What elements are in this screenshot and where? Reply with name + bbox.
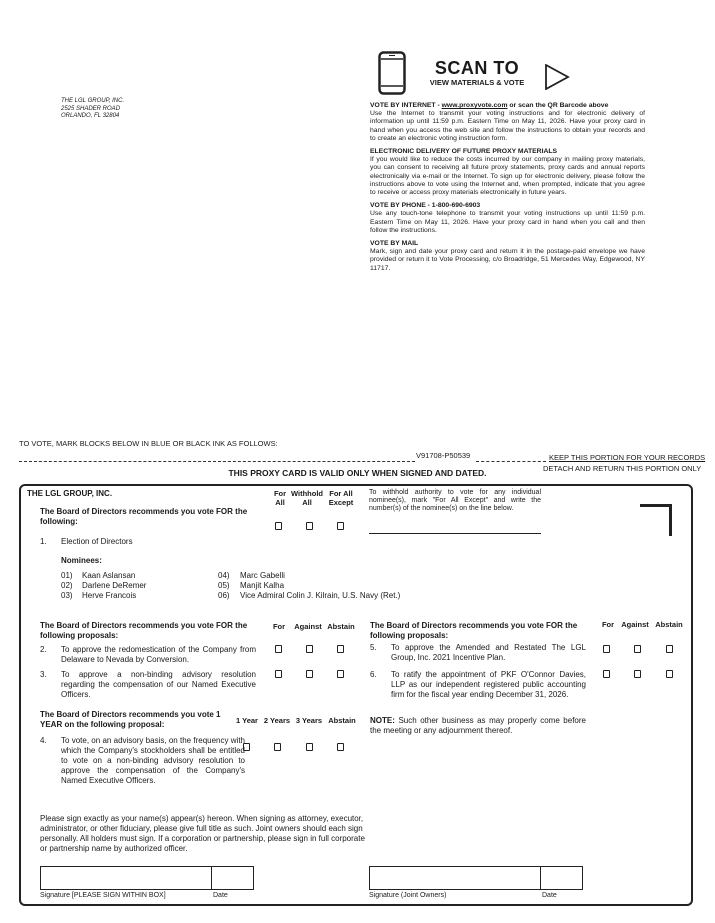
checkbox-item2-for[interactable] — [275, 645, 282, 653]
rec-proposals-right-heading: The Board of Directors recommends you vote FOR the following proposals: — [370, 621, 578, 640]
vote-internet-body: Use the Internet to transmit your voting instructions and for electronic delivery of information up until 11:59 p.m. Eastern Time on May 11, 2026. Have your proxy card in hand when you access the web site and follow the instructions to obtain your records and to create an electronic voting instruction form. — [370, 110, 645, 142]
rec-for-heading: The Board of Directors recommends you vote FOR the following: — [40, 507, 248, 526]
checkbox-item4-abstain[interactable] — [337, 743, 344, 751]
nominee-name: Marc Gabelli — [240, 571, 285, 580]
col-for-all-except: For All Except — [328, 489, 354, 507]
col-abstain: Abstain — [327, 622, 355, 631]
col-abstain-freq: Abstain — [328, 716, 356, 725]
checkbox-item6-against[interactable] — [634, 670, 641, 678]
nominee-num: 01) — [61, 571, 73, 580]
item5-text: To approve the Amended and Restated The LGL Group, Inc. 2021 Incentive Plan. — [391, 643, 586, 662]
vote-phone-heading: VOTE BY PHONE - 1-800-690-6903 — [370, 202, 481, 210]
item1-number: 1. — [40, 537, 47, 546]
nominee-num: 04) — [218, 571, 230, 580]
item4-number: 4. — [40, 736, 47, 745]
company-address — [61, 98, 124, 121]
col-against: Against — [294, 622, 322, 631]
address-line: THE LGL GROUP, INC. — [61, 98, 125, 104]
note-label: NOTE: — [370, 716, 395, 725]
col-for-all: For All — [273, 489, 287, 507]
nominee-name: Vice Admiral Colin J. Kilrain, U.S. Navy (Ret.) — [240, 591, 401, 600]
item1-text: Election of Directors — [61, 537, 133, 546]
voting-instructions — [370, 102, 645, 273]
detach-portion-label: DETACH AND RETURN THIS PORTION ONLY — [543, 464, 702, 473]
rec-proposals-heading: The Board of Directors recommends you vote FOR the following proposals: — [40, 621, 248, 640]
checkbox-item4-3years[interactable] — [306, 743, 313, 751]
checkbox-for-all[interactable] — [275, 522, 282, 530]
card-company-name: THE LGL GROUP, INC. — [27, 489, 113, 498]
nominee-name: Herve Francois — [82, 591, 137, 600]
mark-instruction: TO VOTE, MARK BLOCKS BELOW IN BLUE OR BLACK INK AS FOLLOWS: — [19, 439, 278, 448]
item5-number: 5. — [370, 643, 377, 652]
electronic-delivery-body: If you would like to reduce the costs incurred by our company in mailing proxy materials, you can consent to receiving all future proxy statements, proxy cards and annual reports electronically via e-mail or the Internet. To sign up for electronic delivery, please follow the instructions above to vote using the Internet and, when prompted, indicate that you agree to receive or access proxy materials electronically in future years. — [370, 156, 645, 197]
scan-subtitle: VIEW MATERIALS & VOTE — [429, 78, 525, 87]
checkbox-item4-2years[interactable] — [274, 743, 281, 751]
item2-number: 2. — [40, 645, 47, 654]
checkbox-item3-for[interactable] — [275, 670, 282, 678]
vote-phone-body: Use any touch-tone telephone to transmit your voting instructions up until 11:59 p.m. Eastern Time on May 11, 2026. Have your proxy card in hand when you call and then follow the instructions. — [370, 210, 645, 234]
col-against-right: Against — [621, 620, 649, 629]
nominee-num: 02) — [61, 581, 73, 590]
date-label: Date — [213, 892, 228, 899]
col-for-right: For — [601, 620, 615, 629]
keep-portion-label: KEEP THIS PORTION FOR YOUR RECORDS — [549, 453, 706, 462]
address-line: ORLANDO, FL 32804 — [61, 113, 120, 119]
sign-instructions: Please sign exactly as your name(s) appear(s) hereon. When signing as attorney, executor, administrator, or other fiduciary, please give full title as such. Joint owners should each sign personally. All holders must sign. If a corporation or partnership, please sign in full corporate or partnership name by authorized officer. — [40, 814, 365, 853]
control-code: V91708-P50539 — [416, 451, 471, 460]
signature-label: Signature [PLEASE SIGN WITHIN BOX] — [40, 892, 166, 899]
detach-line-mid — [476, 461, 546, 462]
item2-text: To approve the redomestication of the Company from Delaware to Nevada by Conversion. — [61, 645, 256, 664]
phone-icon — [378, 51, 406, 95]
vote-internet-heading: VOTE BY INTERNET - www.proxyvote.com or scan the QR Barcode above — [370, 102, 609, 109]
col-3-years: 3 Years — [295, 716, 323, 725]
checkbox-item6-for[interactable] — [603, 670, 610, 678]
proxyvote-link[interactable]: www.proxyvote.com — [441, 102, 508, 109]
checkbox-item2-abstain[interactable] — [337, 645, 344, 653]
vote-mail-body: Mark, sign and date your proxy card and return it in the postage-paid envelope we have provided or return it to Vote Processing, c/o Broadridge, 51 Mercedes Way, Edgewood, NY 11717. — [370, 248, 645, 272]
col-withhold-all: Withhold All — [290, 489, 323, 507]
address-line: 2525 SHADER ROAD — [61, 105, 121, 112]
checkbox-for-all-except[interactable] — [337, 522, 344, 530]
note-text: NOTE: Such other business as may properly come before the meeting or any adjournment thereof. — [370, 716, 586, 735]
nominee-num: 06) — [218, 591, 230, 600]
nominee-name: Kaan Aslansan — [82, 571, 136, 580]
joint-signature-box[interactable] — [369, 866, 541, 890]
checkbox-item6-abstain[interactable] — [666, 670, 673, 678]
electronic-delivery-heading: ELECTRONIC DELIVERY OF FUTURE PROXY MATERIALS — [370, 148, 558, 156]
valid-notice: THIS PROXY CARD IS VALID ONLY WHEN SIGNED AND DATED. — [228, 468, 487, 478]
checkbox-item3-against[interactable] — [306, 670, 313, 678]
nominee-num: 03) — [61, 591, 73, 600]
nominee-name: Darlene DeRemer — [82, 581, 147, 590]
nominee-name: Manjit Kalha — [240, 581, 285, 590]
checkbox-withhold-all[interactable] — [306, 522, 313, 530]
checkbox-item2-against[interactable] — [306, 645, 313, 653]
nominee-num: 05) — [218, 581, 230, 590]
joint-signature-label: Signature (Joint Owners) — [369, 892, 447, 899]
scan-to-title — [412, 59, 542, 87]
item6-text: To ratify the appointment of PKF O'Connor Davies, LLP as our independent registered public accounting firm for the fiscal year ending December 31, 2026. — [391, 670, 586, 699]
scan-title: SCAN TO — [434, 58, 520, 78]
item3-text: To approve a non-binding advisory resolution regarding the compensation of our Named Executive Officers. — [61, 670, 256, 699]
item3-number: 3. — [40, 670, 47, 679]
checkbox-item5-against[interactable] — [634, 645, 641, 653]
checkbox-item3-abstain[interactable] — [337, 670, 344, 678]
col-abstain-right: Abstain — [655, 620, 683, 629]
nominee-number-line[interactable] — [369, 533, 541, 534]
joint-date-box[interactable] — [541, 866, 583, 890]
col-1-year: 1 Year — [236, 716, 258, 725]
checkbox-item4-1year[interactable] — [243, 743, 250, 751]
date-box[interactable] — [212, 866, 254, 890]
rec-1year-heading: The Board of Directors recommends you vote 1 YEAR on the following proposal: — [40, 710, 221, 729]
signature-box[interactable] — [40, 866, 212, 890]
col-for: For — [272, 622, 286, 631]
corner-registration-mark — [640, 504, 672, 536]
item4-text: To vote, on an advisory basis, on the frequency with which the Company's stockholders shall be entitled to vote on a non-binding advisory resolution to approve the compensation of the Company's Named Executive Officers. — [61, 736, 245, 785]
detach-line-left — [19, 461, 415, 462]
joint-date-label: Date — [542, 892, 557, 899]
checkbox-item5-for[interactable] — [603, 645, 610, 653]
col-2-years: 2 Years — [263, 716, 291, 725]
item6-number: 6. — [370, 670, 377, 679]
withhold-instruction: To withhold authority to vote for any individual nominee(s), mark "For All Except" and write the number(s) of the nominee(s) on the line below. — [369, 489, 541, 513]
play-arrow-icon — [544, 64, 570, 90]
vote-mail-heading: VOTE BY MAIL — [370, 240, 419, 248]
checkbox-item5-abstain[interactable] — [666, 645, 673, 653]
nominees-label: Nominees: — [61, 556, 102, 565]
